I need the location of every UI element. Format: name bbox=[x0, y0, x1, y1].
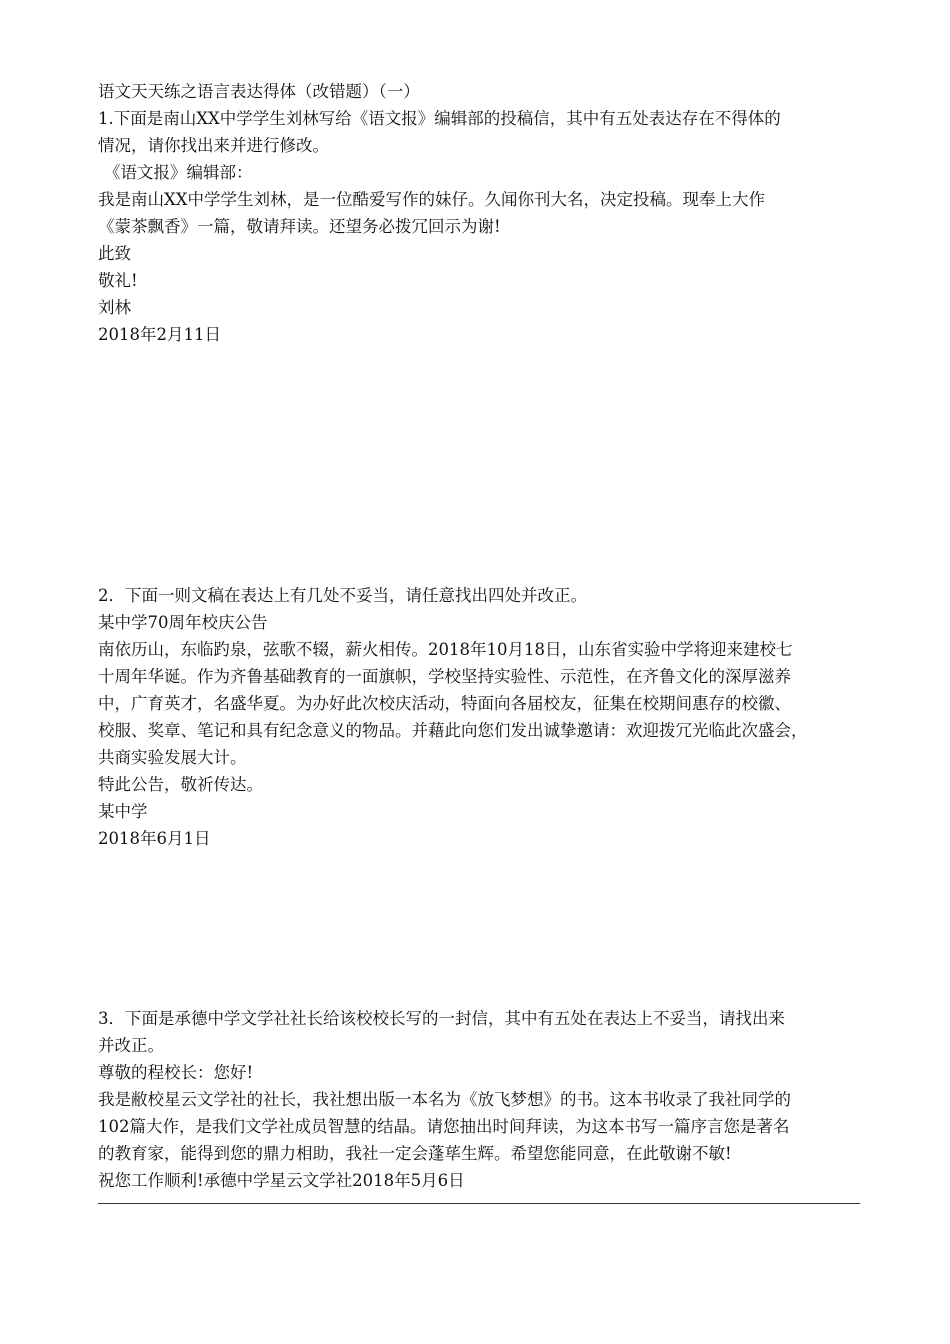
q3-body-line-2: 102篇大作，是我们文学社成员智慧的结晶。请您抽出时间拜读，为这本书写一篇序言您是著名 bbox=[98, 1117, 790, 1136]
q3-body-line-3: 的教育家，能得到您的鼎力相助，我社一定会蓬荜生辉。希望您能同意，在此敬谢不敏! bbox=[98, 1144, 732, 1163]
q2-body-line-4: 校服、奖章、笔记和具有纪念意义的物品。并藉此向您们发出诚挚邀请：欢迎拨冗光临此次盛会， bbox=[98, 721, 808, 740]
q1-closing-1: 此致 bbox=[98, 244, 131, 263]
q2-heading: 某中学70周年校庆公告 bbox=[98, 613, 268, 632]
document-title: 语文天天练之语言表达得体（改错题）（一） bbox=[98, 82, 420, 101]
q1-signature: 刘林 bbox=[98, 298, 131, 317]
q3-closing: 祝您工作顺利!承德中学星云文学社2018年5月6日 bbox=[98, 1171, 465, 1190]
q3-prompt-line-2: 并改正。 bbox=[98, 1036, 164, 1055]
document-page bbox=[98, 78, 860, 1194]
q1-body-line-1: 我是南山XX中学学生刘林，是一位酷爱写作的妹仔。久闻你刊大名，决定投稿。现奉上大作 bbox=[98, 190, 765, 209]
q1-closing-2: 敬礼! bbox=[98, 271, 138, 290]
q1-date: 2018年2月11日 bbox=[98, 325, 221, 344]
q3-salutation: 尊敬的程校长：您好! bbox=[98, 1063, 254, 1082]
spacer bbox=[98, 852, 860, 1005]
q2-closing: 特此公告，敬祈传达。 bbox=[98, 775, 263, 794]
q1-prompt-line-1: 1.下面是南山XX中学学生刘林写给《语文报》编辑部的投稿信，其中有五处表达存在不得体的 bbox=[98, 109, 781, 128]
q2-prompt: 2．下面一则文稿在表达上有几处不妥当，请任意找出四处并改正。 bbox=[98, 586, 587, 605]
q2-body-line-1: 南依历山，东临趵泉，弦歌不辍，薪火相传。2018年10月18日，山东省实验中学将迎来建校七 bbox=[98, 640, 793, 659]
bottom-rule bbox=[98, 1203, 860, 1204]
q1-body-line-2: 《蒙茶飘香》一篇，敬请拜读。还望务必拨冗回示为谢! bbox=[98, 217, 501, 236]
q2-date: 2018年6月1日 bbox=[98, 829, 211, 848]
q3-body-line-1: 我是敝校星云文学社的社长，我社想出版一本名为《放飞梦想》的书。这本书收录了我社同学的 bbox=[98, 1090, 791, 1109]
q1-prompt-line-2: 情况，请你找出来并进行修改。 bbox=[98, 136, 329, 155]
q1-salutation: 《语文报》编辑部： bbox=[104, 163, 253, 182]
q2-body-line-3: 中，广育英才，名盛华夏。为办好此次校庆活动，特面向各届校友，征集在校期间惠存的校徽、 bbox=[98, 694, 791, 713]
spacer bbox=[98, 348, 860, 582]
q2-body-line-2: 十周年华诞。作为齐鲁基础教育的一面旗帜，学校坚持实验性、示范性，在齐鲁文化的深厚滋养 bbox=[98, 667, 791, 686]
q2-body-line-5: 共商实验发展大计。 bbox=[98, 748, 247, 767]
q2-signature: 某中学 bbox=[98, 802, 148, 821]
q3-prompt-line-1: 3．下面是承德中学文学社社长给该校校长写的一封信，其中有五处在表达上不妥当，请找出来 bbox=[98, 1009, 785, 1028]
